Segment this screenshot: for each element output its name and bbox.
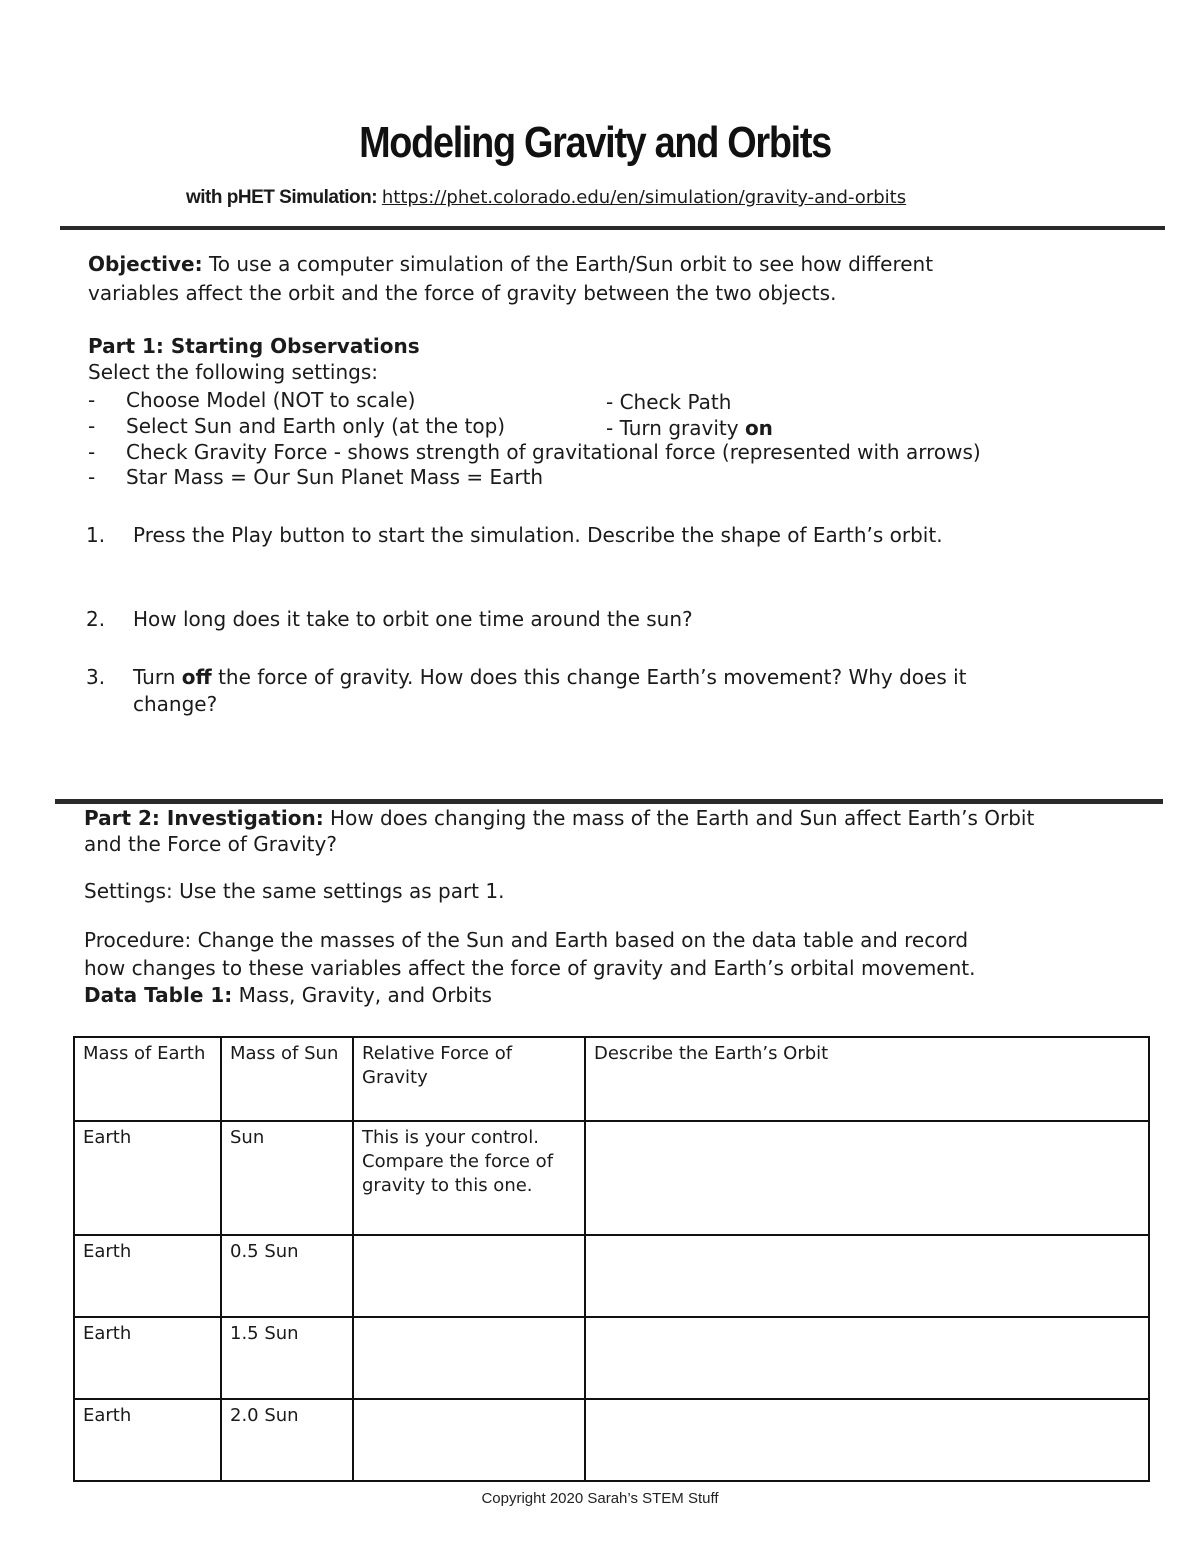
part2-heading-line-2: and the Force of Gravity? <box>84 832 337 856</box>
table-header-row <box>74 1037 1149 1121</box>
table-cell: Sun <box>221 1121 353 1235</box>
question-3-text <box>133 663 967 691</box>
data-table-caption <box>84 981 492 1009</box>
table-cell[interactable] <box>585 1235 1149 1317</box>
table-cell: Earth <box>74 1235 221 1317</box>
data-table <box>73 1036 1150 1482</box>
table-cell[interactable] <box>585 1121 1149 1235</box>
question-3-line-2: change? <box>133 692 218 716</box>
table-cell: 1.5 Sun <box>221 1317 353 1399</box>
part2-heading-text: How does changing the mass of the Earth and Sun affect Earth’s Orbit <box>323 806 1035 830</box>
table-cell[interactable] <box>353 1317 585 1399</box>
question-2-number: 2. <box>86 607 106 631</box>
part1-intro: Select the following settings: <box>88 360 378 384</box>
table-cell[interactable] <box>353 1235 585 1317</box>
table-cell: Earth <box>74 1121 221 1235</box>
table-cell: Earth <box>74 1399 221 1481</box>
table-header-cell: Describe the Earth’s Orbit <box>585 1037 1149 1121</box>
settings-dash-3: - <box>88 440 96 464</box>
settings-dash-1: - <box>88 388 96 412</box>
subtitle-lead: with pHET Simulation: <box>186 187 382 208</box>
part2-heading-label: Part 2: Investigation: <box>84 806 324 830</box>
header-divider <box>60 226 1165 230</box>
table-header-cell: Mass of Sun <box>221 1037 353 1121</box>
part2-heading <box>84 804 1034 832</box>
copyright-footer: Copyright 2020 Sarah’s STEM Stuff <box>481 1490 719 1507</box>
setting-gravity-on: on <box>744 416 773 440</box>
table-cell: This is your control. Compare the force of gravity to this one. <box>353 1121 585 1235</box>
table-cell[interactable] <box>585 1399 1149 1481</box>
part1-heading: Part 1: Starting Observations <box>88 334 420 358</box>
setting-item-path: - Check Path <box>606 390 732 414</box>
table-cell: 0.5 Sun <box>221 1235 353 1317</box>
table-cell: 2.0 Sun <box>221 1399 353 1481</box>
question-3-number: 3. <box>86 665 106 689</box>
table-cell[interactable] <box>353 1399 585 1481</box>
table-header-cell: Mass of Earth <box>74 1037 221 1121</box>
procedure-line-1: Procedure: Change the masses of the Sun and Earth based on the data table and record <box>84 928 969 952</box>
table-cell[interactable] <box>585 1317 1149 1399</box>
procedure-line-2: how changes to these variables affect the force of gravity and Earth’s orbital movement. <box>84 956 976 980</box>
table-row <box>74 1235 1149 1317</box>
setting-item-model: Choose Model (NOT to scale) <box>126 388 416 412</box>
part2-settings: Settings: Use the same settings as part 1. <box>84 879 505 903</box>
subtitle <box>186 186 906 209</box>
table-row <box>74 1399 1149 1481</box>
setting-item-gravity-force: Check Gravity Force - shows strength of gravitational force (represented with arrows) <box>126 440 981 464</box>
objective-text-1: To use a computer simulation of the Earth/Sun orbit to see how different <box>208 252 934 276</box>
data-table-title: Mass, Gravity, and Orbits <box>232 983 492 1007</box>
question-3-emphasis: off <box>181 665 212 689</box>
setting-item-mass: Star Mass = Our Sun Planet Mass = Earth <box>126 465 544 489</box>
question-1-text: Press the Play button to start the simulation. Describe the shape of Earth’s orbit. <box>133 523 943 547</box>
table-header-cell: Relative Force of Gravity <box>353 1037 585 1121</box>
data-table-label: Data Table 1: <box>84 983 233 1007</box>
page-title: Modeling Gravity and Orbits <box>359 118 831 167</box>
simulation-link[interactable]: https://phet.colorado.edu/en/simulation/gravity-and-orbits <box>381 187 907 208</box>
table-row <box>74 1121 1149 1235</box>
question-1-number: 1. <box>86 523 106 547</box>
setting-item-sun-earth: Select Sun and Earth only (at the top) <box>126 414 506 438</box>
settings-dash-4: - <box>88 465 96 489</box>
question-3-rest: the force of gravity. How does this change Earth’s movement? Why does it <box>211 665 967 689</box>
objective-line-1 <box>88 250 933 278</box>
setting-gravity-prefix: - Turn gravity <box>606 416 745 440</box>
settings-dash-2: - <box>88 414 96 438</box>
table-row <box>74 1317 1149 1399</box>
table-cell: Earth <box>74 1317 221 1399</box>
question-3-prefix: Turn <box>133 665 182 689</box>
question-2-text: How long does it take to orbit one time around the sun? <box>133 607 693 631</box>
objective-label: Objective: <box>88 252 203 276</box>
objective-line-2: variables affect the orbit and the force of gravity between the two objects. <box>88 281 837 305</box>
